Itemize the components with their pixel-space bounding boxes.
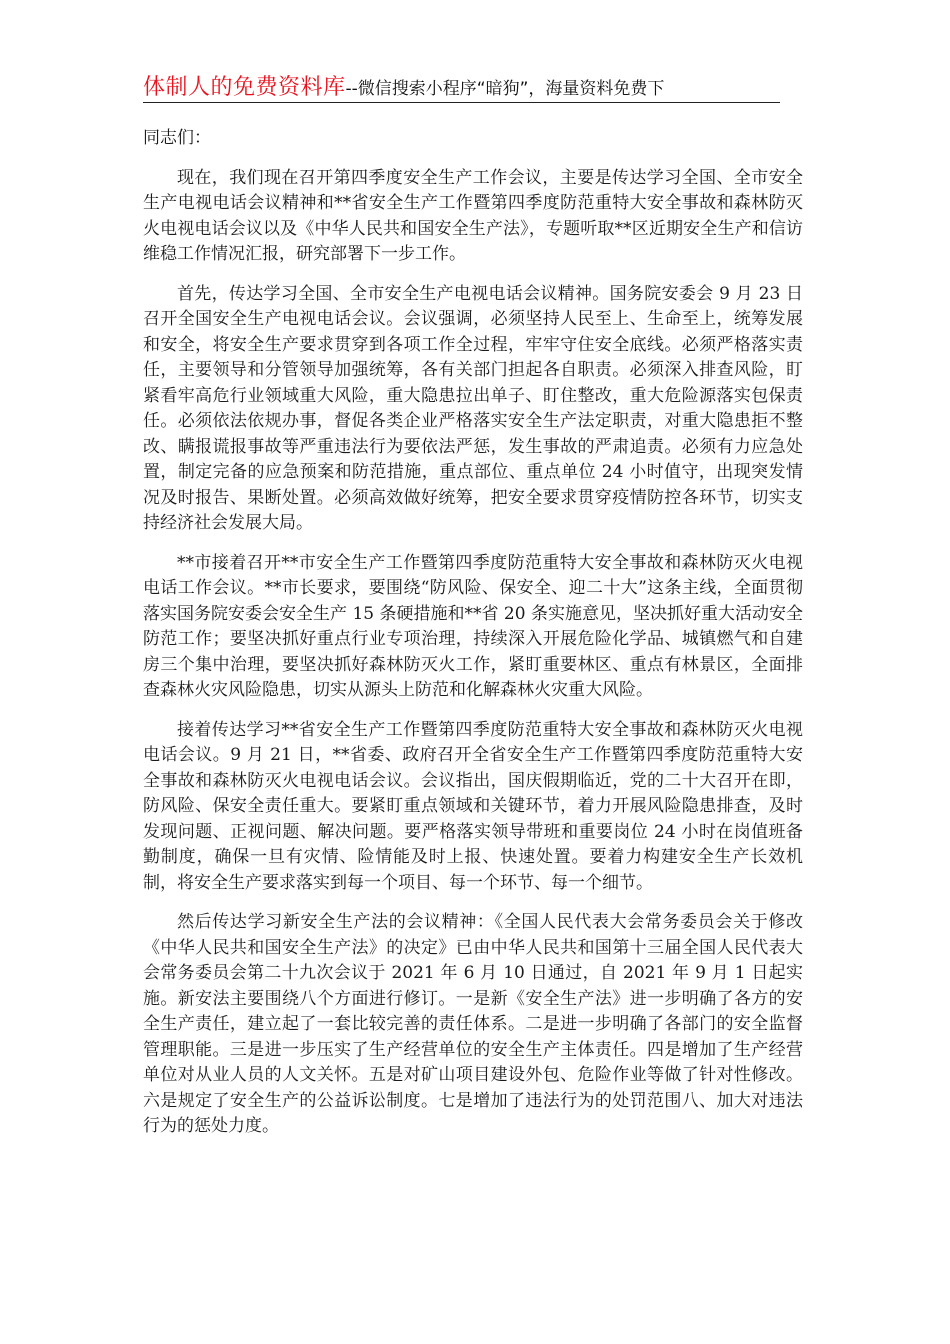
paragraph-national-meeting: 首先，传达学习全国、全市安全生产电视电话会议精神。国务院安委会 9 月 23 日召开全国安全生产电视电话会议。会议强调，必须坚持人民至上、生命至上，统筹发展和安全，将安全生产要求贯穿到各项工作全过程，牢牢守住安全底线。必须严格落实责任，主要领导和分管领导加强统筹，各有关部门担起各自职责。必须深入排查风险，盯紧看牢高危行业领域重大风险，重大隐患拉出单子、盯住整改，重大危险源落实包保责任。必须依法依规办事，督促各类企业严格落实安全生产法定职责，对重大隐患拒不整改、瞒报谎报事故等严重违法行为要依法严惩，发生事故的严肃追责。必须有力应急处置，制定完备的应急预案和防范措施，重点部位、重点单位 24 小时值守，出现突发情况及时报告、果断处置。必须高效做好统筹，把安全要求贯穿疫情防控各环节，切实支持经济社会发展大局。 [143,283,803,533]
header-tagline: --微信搜索小程序“暗狗”，海量资料免费下 [345,79,665,99]
paragraph-province-meeting: 接着传达学习**省安全生产工作暨第四季度防范重特大安全事故和森林防灭火电视电话会议。9 月 21 日，**省委、政府召开全省安全生产工作暨第四季度防范重特大安全事故和森林防灭火电视电话会议。会议指出，国庆假期临近，党的二十大召开在即，防风险、保安全责任重大。要紧盯重点领域和关键环节，着力开展风险隐患排查，及时发现问题、正视问题、解决问题。要严格落实领导带班和重要岗位 24 小时在岗值班备勤制度，确保一旦有灾情、险情能及时上报、快速处置。要着力构建安全生产长效机制，将安全生产要求落实到每一个项目、每一个环节、每一个细节。 [143,719,803,893]
header-brand: 体制人的免费资料库 [143,75,346,100]
header-divider [143,102,780,103]
paragraph-opening: 现在，我们现在召开第四季度安全生产工作会议，主要是传达学习全国、全市安全生产电视电话会议精神和**省安全生产工作暨第四季度防范重特大安全事故和森林防灭火电视电话会议以及《中华人民共和国安全生产法》，专题听取**区近期安全生产和信访维稳工作情况汇报，研究部署下一步工作。 [143,167,803,264]
paragraph-safety-law: 然后传达学习新安全生产法的会议精神：《全国人民代表大会常务委员会关于修改《中华人民共和国安全生产法》的决定》已由中华人民共和国第十三届全国人民代表大会常务委员会第二十九次会议于 2021 年 6 月 10 日通过，自 2021 年 9 月 1 日起实施。新安法主要围绕八个方面进行修订。一是新《安全生产法》进一步明确了各方的安全生产责任，建立起了一套比较完善的责任体系。二是进一步明确了各部门的安全监督管理职能。三是进一步压实了生产经营单位的安全生产主体责任。四是增加了生产经营单位对从业人员的人文关怀。五是对矿山项目建设外包、危险作业等做了针对性修改。六是规定了安全生产的公益诉讼制度。七是增加了违法行为的处罚范围八、加大对违法行为的惩处力度。 [143,912,803,1136]
page-header [143,70,780,102]
greeting: 同志们： [143,128,211,148]
document-body [143,126,803,1154]
paragraph-city-meeting: **市接着召开**市安全生产工作暨第四季度防范重特大安全事故和森林防灭火电视电话工作会议。**市长要求，要围绕“防风险、保安全、迎二十大”这条主线，全面贯彻落实国务院安委会安全生产 15 条硬措施和**省 20 条实施意见，坚决抓好重大活动安全防范工作；要坚决抓好重点行业专项治理，持续深入开展危险化学品、城镇燃气和自建房三个集中治理，要坚决抓好森林防灭火工作，紧盯重要林区、重点有林景区，全面排查森林火灾风险隐患，切实从源头上防范和化解森林火灾重大风险。 [143,552,803,700]
